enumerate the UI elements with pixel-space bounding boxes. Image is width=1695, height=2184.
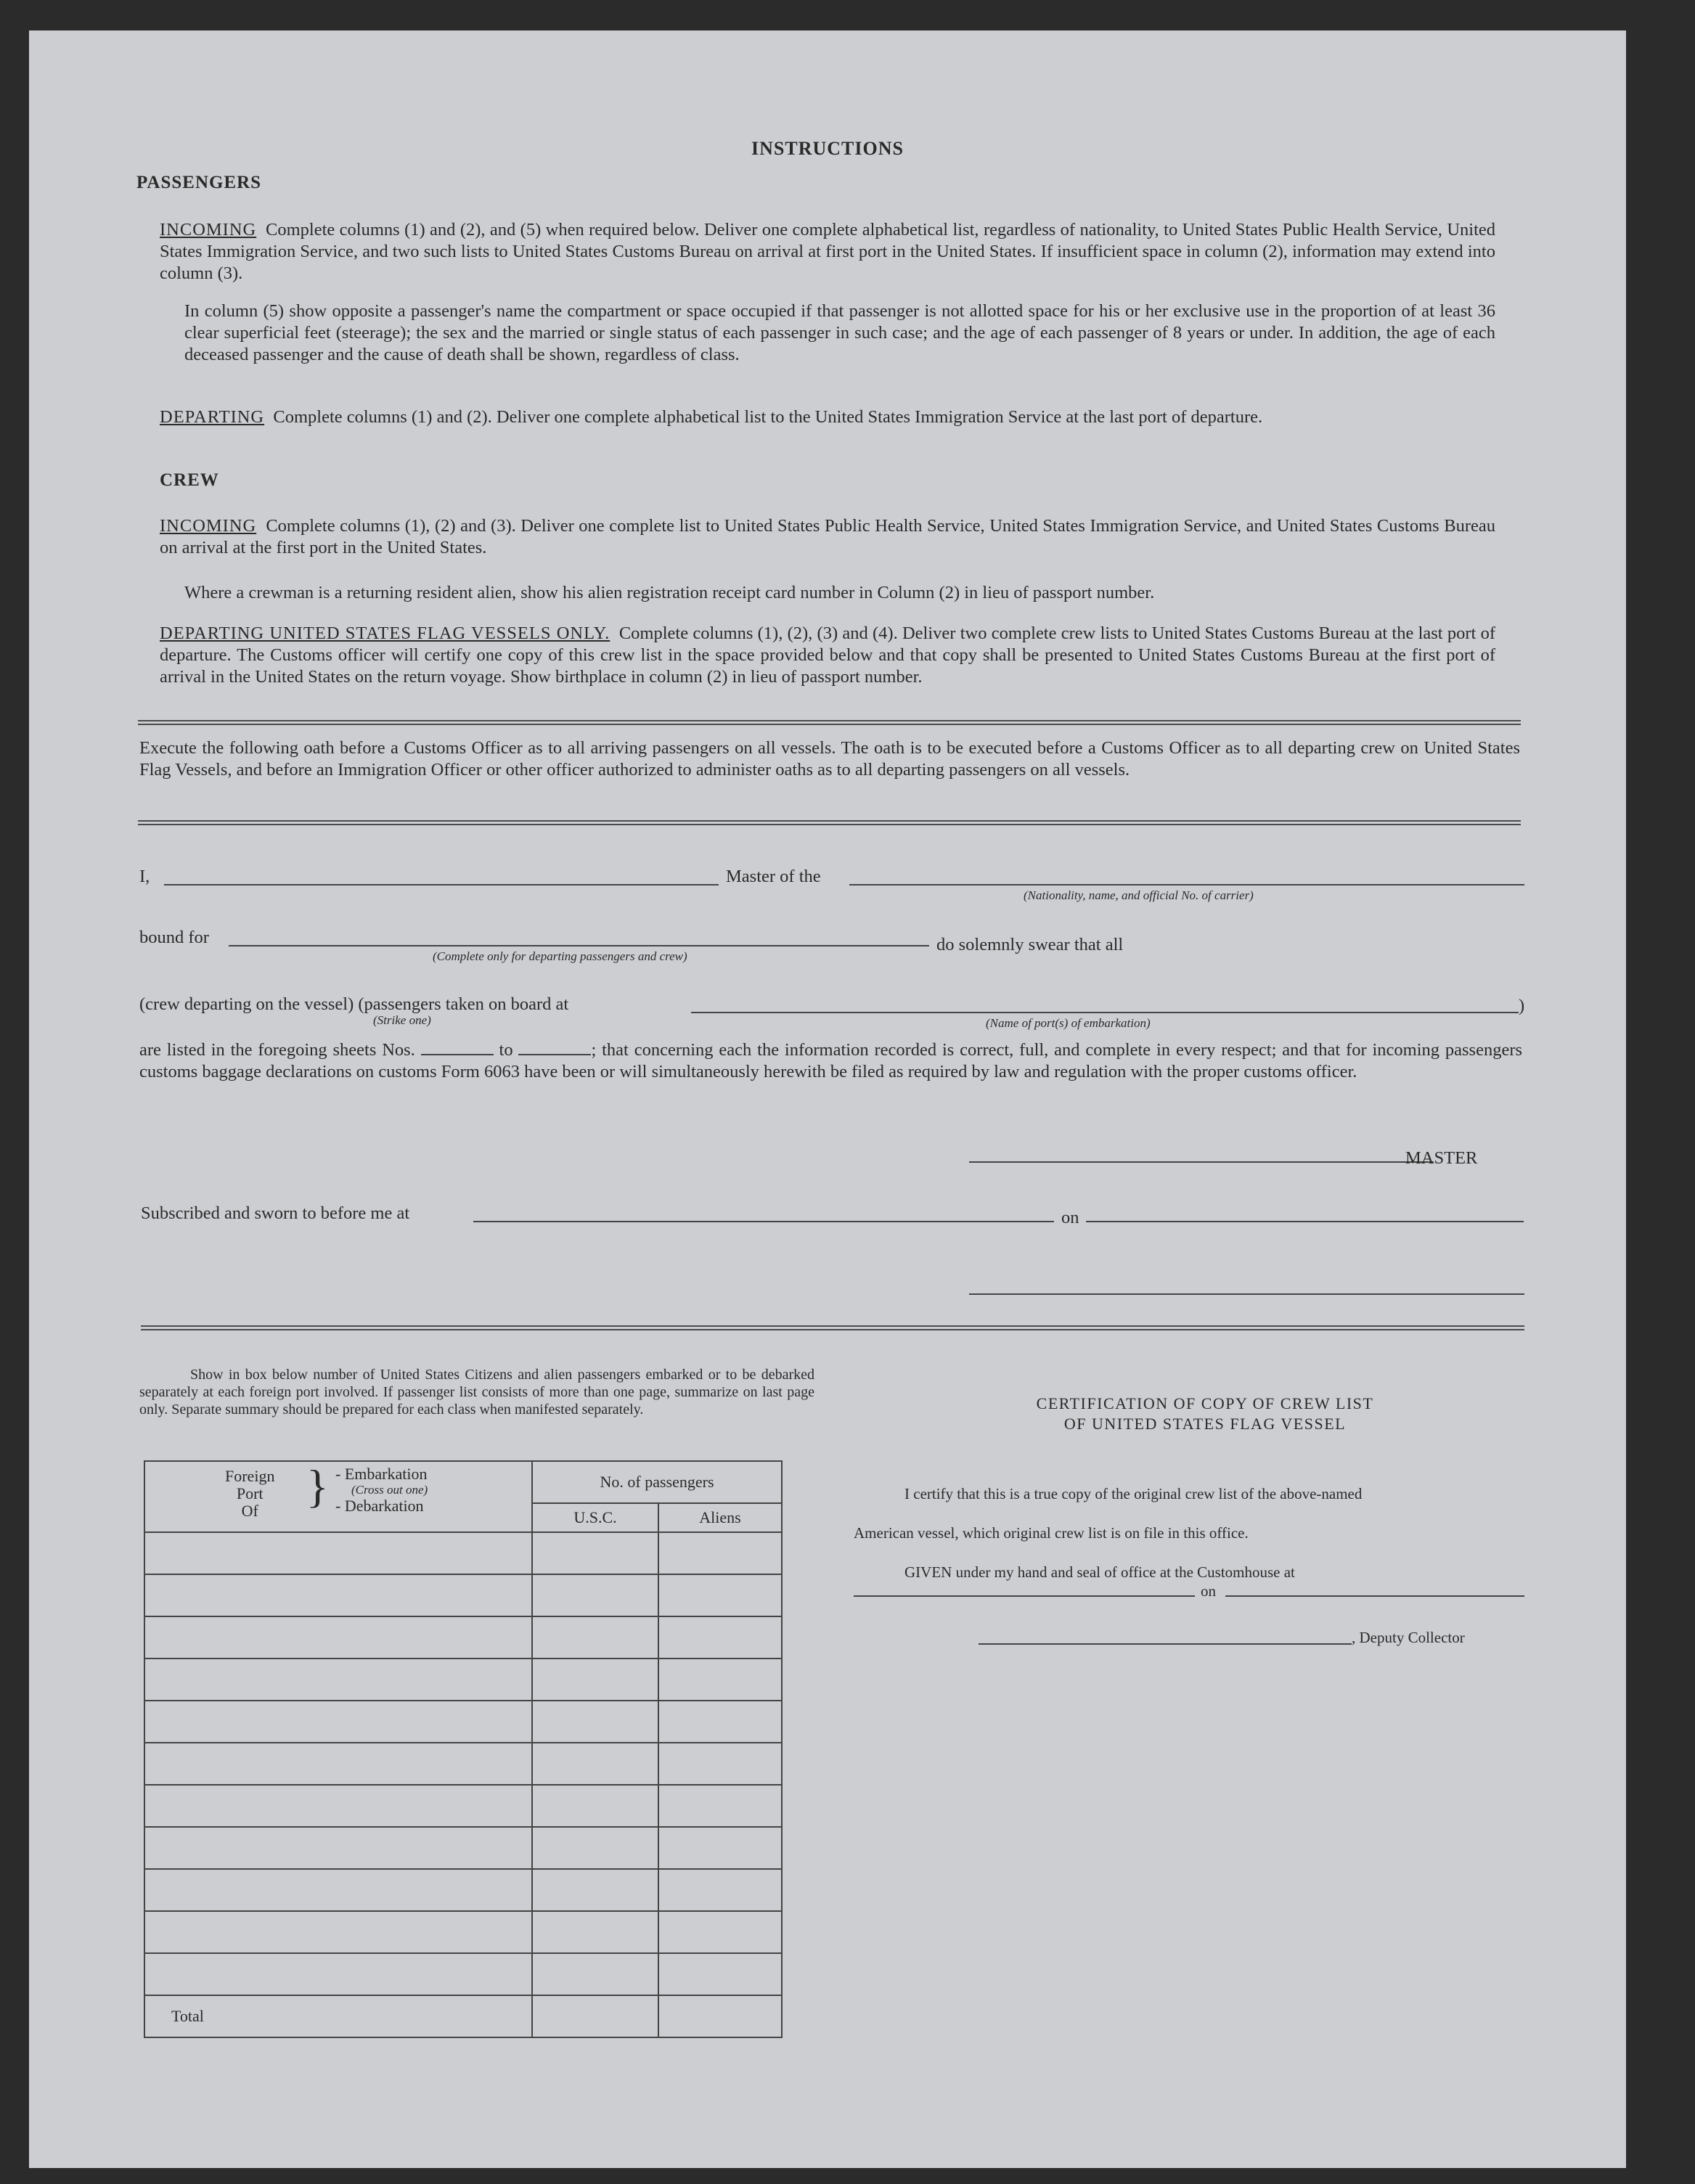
officer-signature-line[interactable] (969, 1293, 1524, 1295)
port-label: Port (236, 1484, 264, 1502)
usc-cell[interactable] (532, 1616, 658, 1659)
passengers-heading: PASSENGERS (136, 173, 262, 192)
total-label: Total (144, 1995, 532, 2037)
total-aliens-cell[interactable] (658, 1995, 782, 2037)
usc-cell[interactable] (532, 1532, 658, 1574)
aliens-cell[interactable] (658, 1616, 782, 1659)
to-label: to (499, 1040, 513, 1060)
strike-one-caption: (Strike one) (373, 1013, 431, 1027)
embarkation-label: - Embarkation (335, 1465, 428, 1483)
certification-heading-line2: OF UNITED STATES FLAG VESSEL (1063, 1415, 1347, 1433)
port-cell[interactable] (144, 1659, 532, 1701)
aliens-cell[interactable] (658, 1701, 782, 1743)
crew-departing-label-line: (crew departing on the vessel) (passengers taken on board at (139, 994, 569, 1014)
cross-out-one-label: (Cross out one) (351, 1483, 428, 1497)
port-cell[interactable] (144, 1701, 532, 1743)
certification-date-field[interactable] (1225, 1595, 1524, 1597)
summary-note: Show in box below number of United States Citizens and alien passengers embarked or to be debarked separately at each foreign port involved. If passenger list consists of more than one page, summarize on last page only. Separate summary should be prepared for each class when manifested separately. (139, 1367, 814, 1418)
subscribed-place-field[interactable] (473, 1221, 1054, 1222)
aliens-cell[interactable] (658, 1532, 782, 1574)
port-cell[interactable] (144, 1574, 532, 1616)
port-cell[interactable] (144, 1532, 532, 1574)
passengers-column5-paragraph: In column (5) show opposite a passenger's name the compartment or space occupied if that passenger is not allotted space for his or her exclusive use in the proportion of at least 36 clear superficial feet (steerage); the sex and the married or single status of each passenger in such case; and the age of each passenger of 8 years or under. In addition, the age of each deceased passenger and the cause of death shall be shown, regardless of class. (184, 301, 1495, 364)
aliens-cell[interactable] (658, 1743, 782, 1785)
passengers-departing-paragraph (160, 406, 1495, 428)
aliens-cell[interactable] (658, 1911, 782, 1953)
divider-1 (138, 720, 1521, 725)
oath-intro: Execute the following oath before a Customs Officer as to all arriving passengers on all vessels. The oath is to be executed before a Customs Officer as to all departing crew on United States Flag Vessels, and before an Immigration Officer or other officer authorized to administer oaths as to all departing passengers on all vessels. (139, 738, 1520, 780)
deputy-collector-signature-line[interactable] (979, 1643, 1352, 1645)
foreign-label: Foreign (225, 1467, 275, 1485)
divider-3 (141, 1325, 1524, 1330)
page-title: INSTRUCTIONS (751, 138, 904, 159)
usc-header: U.S.C. (532, 1503, 658, 1532)
crew-returning-paragraph: Where a crewman is a returning resident alien, show his alien registration receipt card number in Column (2) in lieu of passport number. (184, 583, 1155, 602)
aliens-cell[interactable] (658, 1827, 782, 1869)
deputy-collector-label: , Deputy Collector (1352, 1629, 1465, 1646)
passengers-incoming-paragraph (160, 219, 1495, 285)
usc-cell[interactable] (532, 1827, 658, 1869)
subscribed-label: Subscribed and sworn to before me at (141, 1203, 410, 1223)
port-cell[interactable] (144, 1827, 532, 1869)
master-of-the-label: Master of the (726, 867, 821, 886)
sheet-from-field[interactable] (421, 1039, 494, 1055)
usc-cell[interactable] (532, 1911, 658, 1953)
statement-text: ; that concerning each the information recorded is correct, full, and complete in every respect; and that for incoming passengers customs baggage declarations on customs Form 6063 have been or will simultaneously herewith be filed as required by law and regulation with the proper customs officer. (139, 1040, 1523, 1081)
passengers-incoming-label: INCOMING (160, 220, 257, 240)
master-label: MASTER (1405, 1148, 1478, 1168)
aliens-cell[interactable] (658, 1785, 782, 1827)
certification-line2: American vessel, which original crew list is on file in this office. (854, 1524, 1249, 1542)
master-signature-line[interactable] (969, 1161, 1434, 1163)
debarkation-label: - Debarkation (335, 1497, 424, 1515)
are-listed-text: are listed in the foregoing sheets Nos. (139, 1040, 415, 1060)
customhouse-field[interactable] (854, 1595, 1195, 1597)
no-of-passengers-header: No. of passengers (532, 1461, 782, 1503)
aliens-cell[interactable] (658, 1869, 782, 1911)
divider-2 (138, 820, 1521, 825)
master-name-field[interactable] (164, 884, 719, 886)
usc-cell[interactable] (532, 1869, 658, 1911)
close-paren: ) (1519, 996, 1525, 1015)
certification-heading-line1: CERTIFICATION OF COPY OF CREW LIST (1036, 1394, 1374, 1412)
passengers-departing-label: DEPARTING (160, 407, 265, 427)
bound-for-field[interactable] (229, 945, 929, 946)
port-cell[interactable] (144, 1869, 532, 1911)
embarkation-caption: (Name of port(s) of embarkation) (986, 1016, 1151, 1030)
usc-cell[interactable] (532, 1785, 658, 1827)
sheet-to-field[interactable] (518, 1039, 591, 1055)
crew-incoming-paragraph (160, 515, 1495, 559)
usc-cell[interactable] (532, 1953, 658, 1995)
crew-departing-label: DEPARTING UNITED STATES FLAG VESSELS ONLY. (160, 623, 610, 643)
crew-heading: CREW (160, 470, 219, 490)
of-label: Of (241, 1502, 258, 1520)
aliens-cell[interactable] (658, 1574, 782, 1616)
usc-cell[interactable] (532, 1701, 658, 1743)
subscribed-on-label: on (1061, 1208, 1079, 1227)
oath-i-label: I, (139, 867, 150, 886)
subscribed-date-field[interactable] (1086, 1221, 1524, 1222)
crew-incoming-label: INCOMING (160, 516, 257, 536)
brace-icon: } (306, 1460, 329, 1512)
usc-cell[interactable] (532, 1574, 658, 1616)
port-cell[interactable] (144, 1953, 532, 1995)
bound-for-label: bound for (139, 928, 209, 947)
aliens-cell[interactable] (658, 1659, 782, 1701)
certification-on-label: on (1201, 1582, 1216, 1600)
usc-cell[interactable] (532, 1743, 658, 1785)
document-page (29, 30, 1626, 2168)
port-cell[interactable] (144, 1785, 532, 1827)
certification-heading (871, 1394, 1539, 1434)
usc-cell[interactable] (532, 1659, 658, 1701)
crew-departing-paragraph (160, 623, 1495, 688)
statement-paragraph (139, 1039, 1522, 1083)
port-cell[interactable] (144, 1911, 532, 1953)
bound-for-caption: (Complete only for departing passengers and crew) (433, 949, 687, 963)
foreign-port-header (144, 1461, 532, 1532)
aliens-cell[interactable] (658, 1953, 782, 1995)
carrier-caption: (Nationality, name, and official No. of carrier) (1024, 888, 1254, 902)
certification-line3: GIVEN under my hand and seal of office at the Customhouse at (904, 1563, 1295, 1581)
carrier-field[interactable] (849, 884, 1524, 886)
swear-label: do solemnly swear that all (936, 935, 1124, 954)
summary-table (144, 1460, 783, 2038)
crew-departing-text: Complete columns (1), (2), (3) and (4). Deliver two complete crew lists to United States Customs Bureau at the last port of departure. The Customs officer will certify one copy of this crew list in the space provided below and that copy shall be presented to United States Customs Bureau at the first port of arrival in the United States on the return voyage. Show birthplace in column (2) in lieu of passport number. (160, 623, 1495, 687)
aliens-header: Aliens (658, 1503, 782, 1532)
passengers-departing-text: Complete columns (1) and (2). Deliver one complete alphabetical list to the United States Immigration Service at the last port of departure. (273, 407, 1263, 427)
port-cell[interactable] (144, 1616, 532, 1659)
embarkation-port-field[interactable] (691, 1012, 1519, 1013)
port-cell[interactable] (144, 1743, 532, 1785)
passengers-incoming-text: Complete columns (1) and (2), and (5) when required below. Deliver one complete alphabetical list, regardless of nationality, to United States Public Health Service, United States Immigration Service, and two such lists to United States Customs Bureau on arrival at first port in the United States. If insufficient space in column (2), information may extend into column (3). (160, 220, 1496, 283)
total-usc-cell[interactable] (532, 1995, 658, 2037)
crew-incoming-text: Complete columns (1), (2) and (3). Deliver one complete list to United States Public Health Service, United States Immigration Service, and United States Customs Bureau on arrival at the first port in the United States. (160, 516, 1496, 557)
certification-line1: I certify that this is a true copy of the original crew list of the above-named (904, 1485, 1363, 1502)
